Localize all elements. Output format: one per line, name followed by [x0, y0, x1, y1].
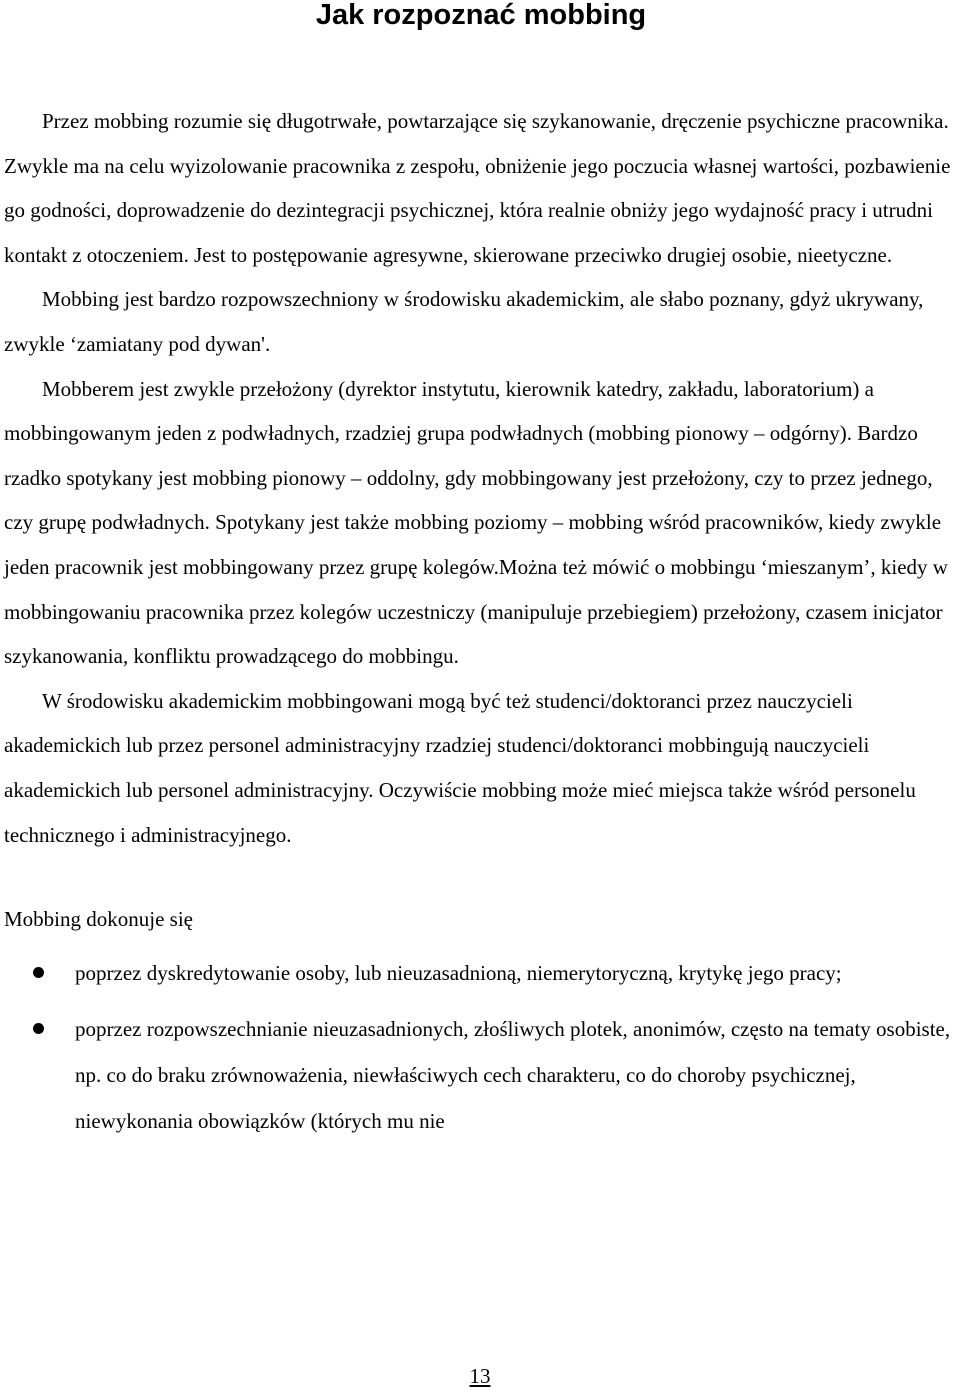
- list-intro: Mobbing dokonuje się: [4, 907, 193, 932]
- list-item: [4, 1006, 958, 1144]
- list-item-text: poprzez rozpowszechnianie nieuzasadnionych, złośliwych plotek, anonimów, często na tematy osobiste, np. co do braku zrównoważenia, niewłaściwych cech charakteru, co do choroby psychicznej, niewykonania obowiązków (których mu nie: [75, 1016, 951, 1133]
- bullet-icon: [33, 967, 44, 978]
- page-number: 13: [469, 1364, 491, 1388]
- bullet-icon: [33, 1023, 44, 1034]
- mobbing-methods-list: [4, 950, 958, 1144]
- paragraph-mobbing-types: Mobberem jest zwykle przełożony (dyrektor instytutu, kierownik katedry, zakładu, laboratorium) a mobbingowanym jeden z podwładnych, rzadziej grupa podwładnych (mobbing pionowy – odgórny). Bardzo rzadko spotykany jest mobbing pionowy – oddolny, gdy mobbingowany jest przełożony, czy to przez jednego, czy grupę podwładnych. Spotykany jest także mobbing poziomy – mobbing wśród pracowników, kiedy zwykle jeden pracownik jest mobbingowany przez grupę kolegów.Można też mówić o mobbingu ‘mieszanym’, kiedy w mobbingowaniu pracownika przez kolegów uczestniczy (manipuluje przebiegiem) przełożony, czasem inicjator szykanowania, konfliktu prowadzącego do mobbingu.: [4, 376, 948, 669]
- list-item-text: poprzez dyskredytowanie osoby, lub nieuzasadnioną, niemerytoryczną, krytykę jego pracy;: [75, 960, 842, 985]
- document-title: Jak rozpoznać mobbing: [315, 0, 647, 31]
- list-item: [4, 950, 958, 996]
- paragraph-students: W środowisku akademickim mobbingowani mogą być też studenci/doktoranci przez nauczycieli akademickich lub przez personel administracyjny rzadziej studenci/doktoranci mobbingują nauczycieli akademickich lub personel administracyjny. Oczywiście mobbing może mieć miejsca także wśród personelu technicznego i administracyjnego.: [4, 688, 916, 847]
- paragraph-definition: Przez mobbing rozumie się długotrwałe, powtarzające się szykanowanie, dręczenie psychiczne pracownika. Zwykle ma na celu wyizolowanie pracownika z zespołu, obniżenie jego poczucia własnej wartości, pozbawienie go godności, doprowadzenie do dezintegracji psychicznej, która realnie obniży jego wydajność pracy i utrudni kontakt z otoczeniem. Jest to postępowanie agresywne, skierowane przeciwko drugiej osobie, nieetyczne.: [4, 109, 951, 267]
- paragraph-academic-prevalence: Mobbing jest bardzo rozpowszechniony w środowisku akademickim, ale słabo poznany, gdyż ukrywany, zwykle ‘zamiatany pod dywan'.: [4, 287, 924, 356]
